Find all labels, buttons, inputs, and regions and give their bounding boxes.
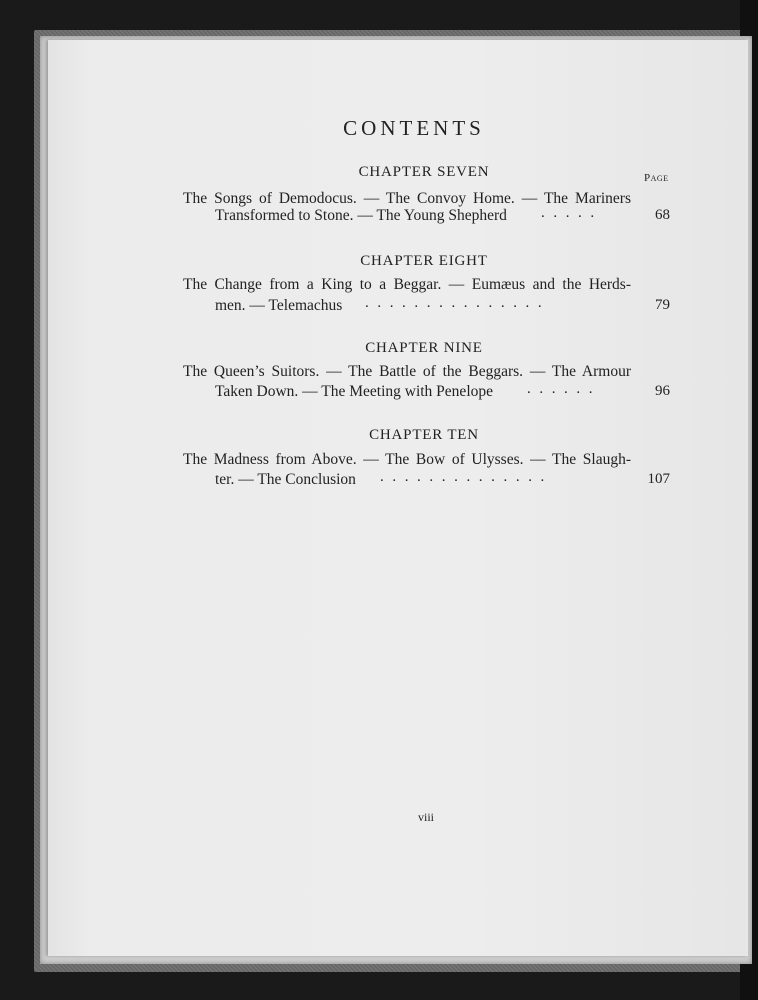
folio-page-number: viii	[417, 810, 434, 824]
chapter-heading: CHAPTER EIGHT	[360, 253, 488, 269]
entry-line: Transformed to Stone. — The Young Shepherd	[215, 207, 507, 224]
entry-line: The Songs of Demodocus. — The Convoy Home. — The Mariners	[183, 190, 631, 207]
page-column-label: Page	[644, 172, 669, 184]
dot-leaders: ..............	[380, 469, 553, 485]
entry-line: The Queen’s Suitors. — The Battle of the Beggars. — The Armour	[183, 363, 631, 380]
page-title: CONTENTS	[343, 116, 485, 140]
dot-leaders: .....	[541, 205, 603, 221]
entry-line: men. — Telemachus	[215, 297, 343, 314]
chapter-heading: CHAPTER SEVEN	[358, 164, 490, 180]
chapter-heading: CHAPTER NINE	[365, 340, 483, 356]
entry-line: ter. — The Conclusion	[215, 471, 356, 488]
entry-line: The Madness from Above. — The Bow of Ulysses. — The Slaugh-	[183, 451, 631, 468]
entry-line: The Change from a King to a Beggar. — Eumæus and the Herds-	[183, 276, 631, 293]
chapter-heading: CHAPTER TEN	[369, 427, 479, 443]
page-number: 79	[655, 297, 670, 313]
dot-leaders: ...............	[365, 295, 551, 311]
entry-line: Taken Down. — The Meeting with Penelope	[215, 383, 494, 400]
page-number: 107	[647, 471, 670, 487]
page-number: 68	[655, 207, 670, 223]
dot-leaders: ......	[527, 381, 602, 397]
page-number: 96	[655, 383, 670, 399]
